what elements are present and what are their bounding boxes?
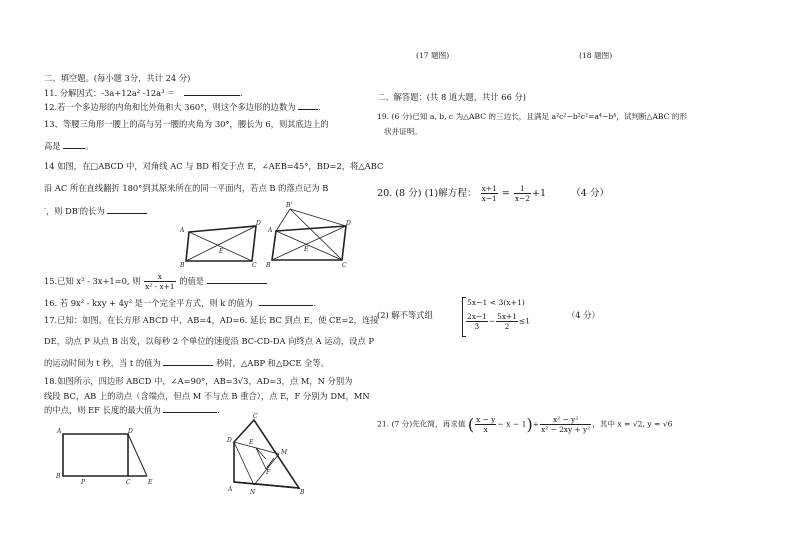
answer-blank xyxy=(298,101,318,110)
q12-text: 12.若一个多边形的内角和比外角和大 360°，则这个多边形的边数为 xyxy=(44,102,296,112)
q21-post: ，其中 x = √2, y = √6 xyxy=(592,419,673,429)
q21-fraction-2: $\frac{\text{x² − y²}}{\text{x² − 2xy + y²}}$ xyxy=(541,415,591,434)
parallelogram-figure xyxy=(180,198,360,268)
q17-text-b: 秒时，△ABP 和△DCE 全等。 xyxy=(216,358,329,368)
fig18-caption: (18 题图) xyxy=(579,51,613,60)
rectangle-abcd xyxy=(63,434,128,476)
question-20-2-label: (2) 解不等式组 xyxy=(377,310,433,320)
q15-post: 的值是 xyxy=(179,276,205,286)
q17-text-a: 的运动时间为 t 秒，当 t 的值为 xyxy=(44,358,161,368)
figure-18 xyxy=(222,414,312,496)
diagonal-ac-2 xyxy=(276,231,342,260)
label-D: D xyxy=(227,437,232,444)
answer-blank xyxy=(184,87,240,96)
q21-pre: 21. (7 分)先化简，再求值 xyxy=(377,419,466,429)
q20-pre: 20. (8 分) (1)解方程： xyxy=(377,188,477,199)
q20-score: （4 分） xyxy=(571,188,610,199)
label-P: P xyxy=(81,479,86,486)
q16-text: 16. 若 9x² - kxy + 4y² 是一个完全平方式，则 k 的值为 xyxy=(44,298,253,308)
label-B-prime: B' xyxy=(286,202,293,209)
section-title-fill-blank: 二、填空题。(每小题 3分，共计 24 分) xyxy=(44,73,191,83)
q20-fraction-2: $\frac{1}{x-2}$ xyxy=(514,184,530,203)
segment-de xyxy=(128,434,147,476)
question-14-line3 xyxy=(44,205,147,217)
segment-f-mid xyxy=(266,458,274,469)
label-E: E xyxy=(148,479,153,486)
answer-blank xyxy=(107,205,147,214)
q14-text: ′，则 DB′的长为 xyxy=(44,206,105,216)
label-N: N xyxy=(250,489,256,496)
label-C-2: C xyxy=(342,262,347,269)
q15-pre: 15.已知 x² - 3x+1=0, 则 xyxy=(44,276,141,286)
label-B: B xyxy=(180,262,185,269)
label-C: C xyxy=(252,262,257,269)
diagonal-ac xyxy=(189,232,252,261)
q21-fraction-1: $\frac{x - y}{x}$ xyxy=(476,415,496,434)
question-17-line1: 17.已知：如图，在长方形 ABCD 中，AB=4，AD=6. 延长 BC 到点 E，使 CE=2，连接 xyxy=(44,315,379,325)
figure-17 xyxy=(55,426,165,488)
question-11: 11. 分解因式：-3a+12a² -12a³ ＝ . xyxy=(44,88,243,98)
answer-blank xyxy=(163,404,217,413)
label-A: A xyxy=(180,227,185,234)
answer-blank xyxy=(63,140,85,149)
section-title-solve: 二、解答题：(共 8 道大题，共计 66 分) xyxy=(377,92,527,102)
question-14-line2: 沿 AC 所在直线翻折 180°到其原来所在的同一平面内，若点 B 的落点记为 B xyxy=(44,183,329,193)
segment-ab xyxy=(234,482,299,488)
q20-fraction-1: $\frac{x+1}{x-1}$ xyxy=(481,184,497,203)
answer-blank xyxy=(207,275,267,284)
label-C: C xyxy=(126,479,131,486)
label-D: D xyxy=(128,428,133,435)
q13-text: 高是 xyxy=(44,141,61,151)
q15-fraction: $\frac{x}{\text{x² - x+1}}$ xyxy=(145,272,175,291)
segment-dn xyxy=(234,442,254,485)
question-13-line1: 13、等腰三角形一腰上的高与另一腰的夹角为 30°，腰长为 6，则其底边上的 xyxy=(44,119,329,129)
segment-ab-prime xyxy=(276,209,290,231)
q20-eq: = xyxy=(501,188,510,199)
answer-blank xyxy=(259,297,313,306)
label-D: D xyxy=(256,220,261,227)
label-E: E xyxy=(249,439,254,446)
label-C: C xyxy=(253,413,258,420)
label-A: A xyxy=(228,486,233,493)
question-17-line2: DE，动点 P 从点 B 出发，以每秒 2 个单位的速度沿 BC-CD-DA 向终点 A 运动，设点 P xyxy=(44,336,374,346)
label-A: A xyxy=(57,428,62,435)
question-15 xyxy=(44,272,267,291)
label-A-2: A xyxy=(268,227,273,234)
question-20 xyxy=(377,184,609,203)
label-E: E xyxy=(219,248,224,255)
question-14-line1: 14 如图，在□ABCD 中，对角线 AC 与 BD 相交于点 E，∠AEB=45°，BD=2，将△ABC xyxy=(44,161,384,171)
label-B-2: B xyxy=(266,262,271,269)
inequality-2: $\frac{2x-1}{3}$ − $\frac{5x+1}{2}$ ≤1 xyxy=(467,312,531,331)
q20-post: +1 xyxy=(531,188,547,199)
question-21: 21. (7 分)先化简，再求值 ( $\frac{x - y}{x}$ − x − 1)÷ $\frac{\text{x² − y²}}{\text{x² − 2xy + y²}}$ ，其中 x = √2, y = √6 xyxy=(377,415,673,434)
question-18-line2: 线段 BC，AB 上的动点（含端点，但点 M 不与点 B 重合），点 E，F 分别为 DM，MN xyxy=(44,391,370,401)
segment-e-mid xyxy=(256,448,266,459)
question-19-line2: 状并证明。 xyxy=(384,127,422,136)
q11-text: 11. 分解因式：-3a+12a² -12a³ ＝ xyxy=(44,88,176,98)
label-D-2: D xyxy=(346,220,351,227)
question-19-line1: 19. (6 分)已知 a, b, c 为△ABC 的三边长，且满足 a²c²−b²c²=a⁴−b⁴，试判断△ABC 的形 xyxy=(377,112,688,121)
label-B: B xyxy=(300,489,305,496)
label-M: M xyxy=(281,449,288,456)
answer-blank xyxy=(163,357,213,366)
label-E-2: E xyxy=(304,246,309,253)
q18-text: 的中点，则 EF 长度的最大值为 xyxy=(44,405,161,415)
inequality-1: 5x−1 < 3(x+1) xyxy=(467,298,525,307)
question-20-2-score: （4 分） xyxy=(567,310,600,320)
quadrilateral-abcd xyxy=(234,420,299,488)
segment-ef xyxy=(256,448,266,469)
question-13-line2: 高是 。 xyxy=(44,141,94,151)
fig17-caption: (17 题图) xyxy=(416,51,450,60)
label-B: B xyxy=(56,473,61,480)
ineq2-fraction-2: $\frac{5x+1}{2}$ xyxy=(497,312,517,331)
question-18-line3: 的中点，则 EF 长度的最大值为 . xyxy=(44,405,220,415)
ineq2-fraction-1: $\frac{2x-1}{3}$ xyxy=(467,312,487,331)
question-12: 12.若一个多边形的内角和比外角和大 360°，则这个多边形的边数为 . xyxy=(44,102,321,112)
question-17-line3 xyxy=(44,357,329,369)
question-16: 16. 若 9x² - kxy + 4y² 是一个完全平方式，则 k 的值为 . xyxy=(44,298,317,308)
question-18-line1: 18.如图所示，四边形 ABCD 中，∠A=90°，AB=3√3，AD=3，点 M，N 分别为 xyxy=(44,376,353,386)
label-F: F xyxy=(266,469,271,476)
